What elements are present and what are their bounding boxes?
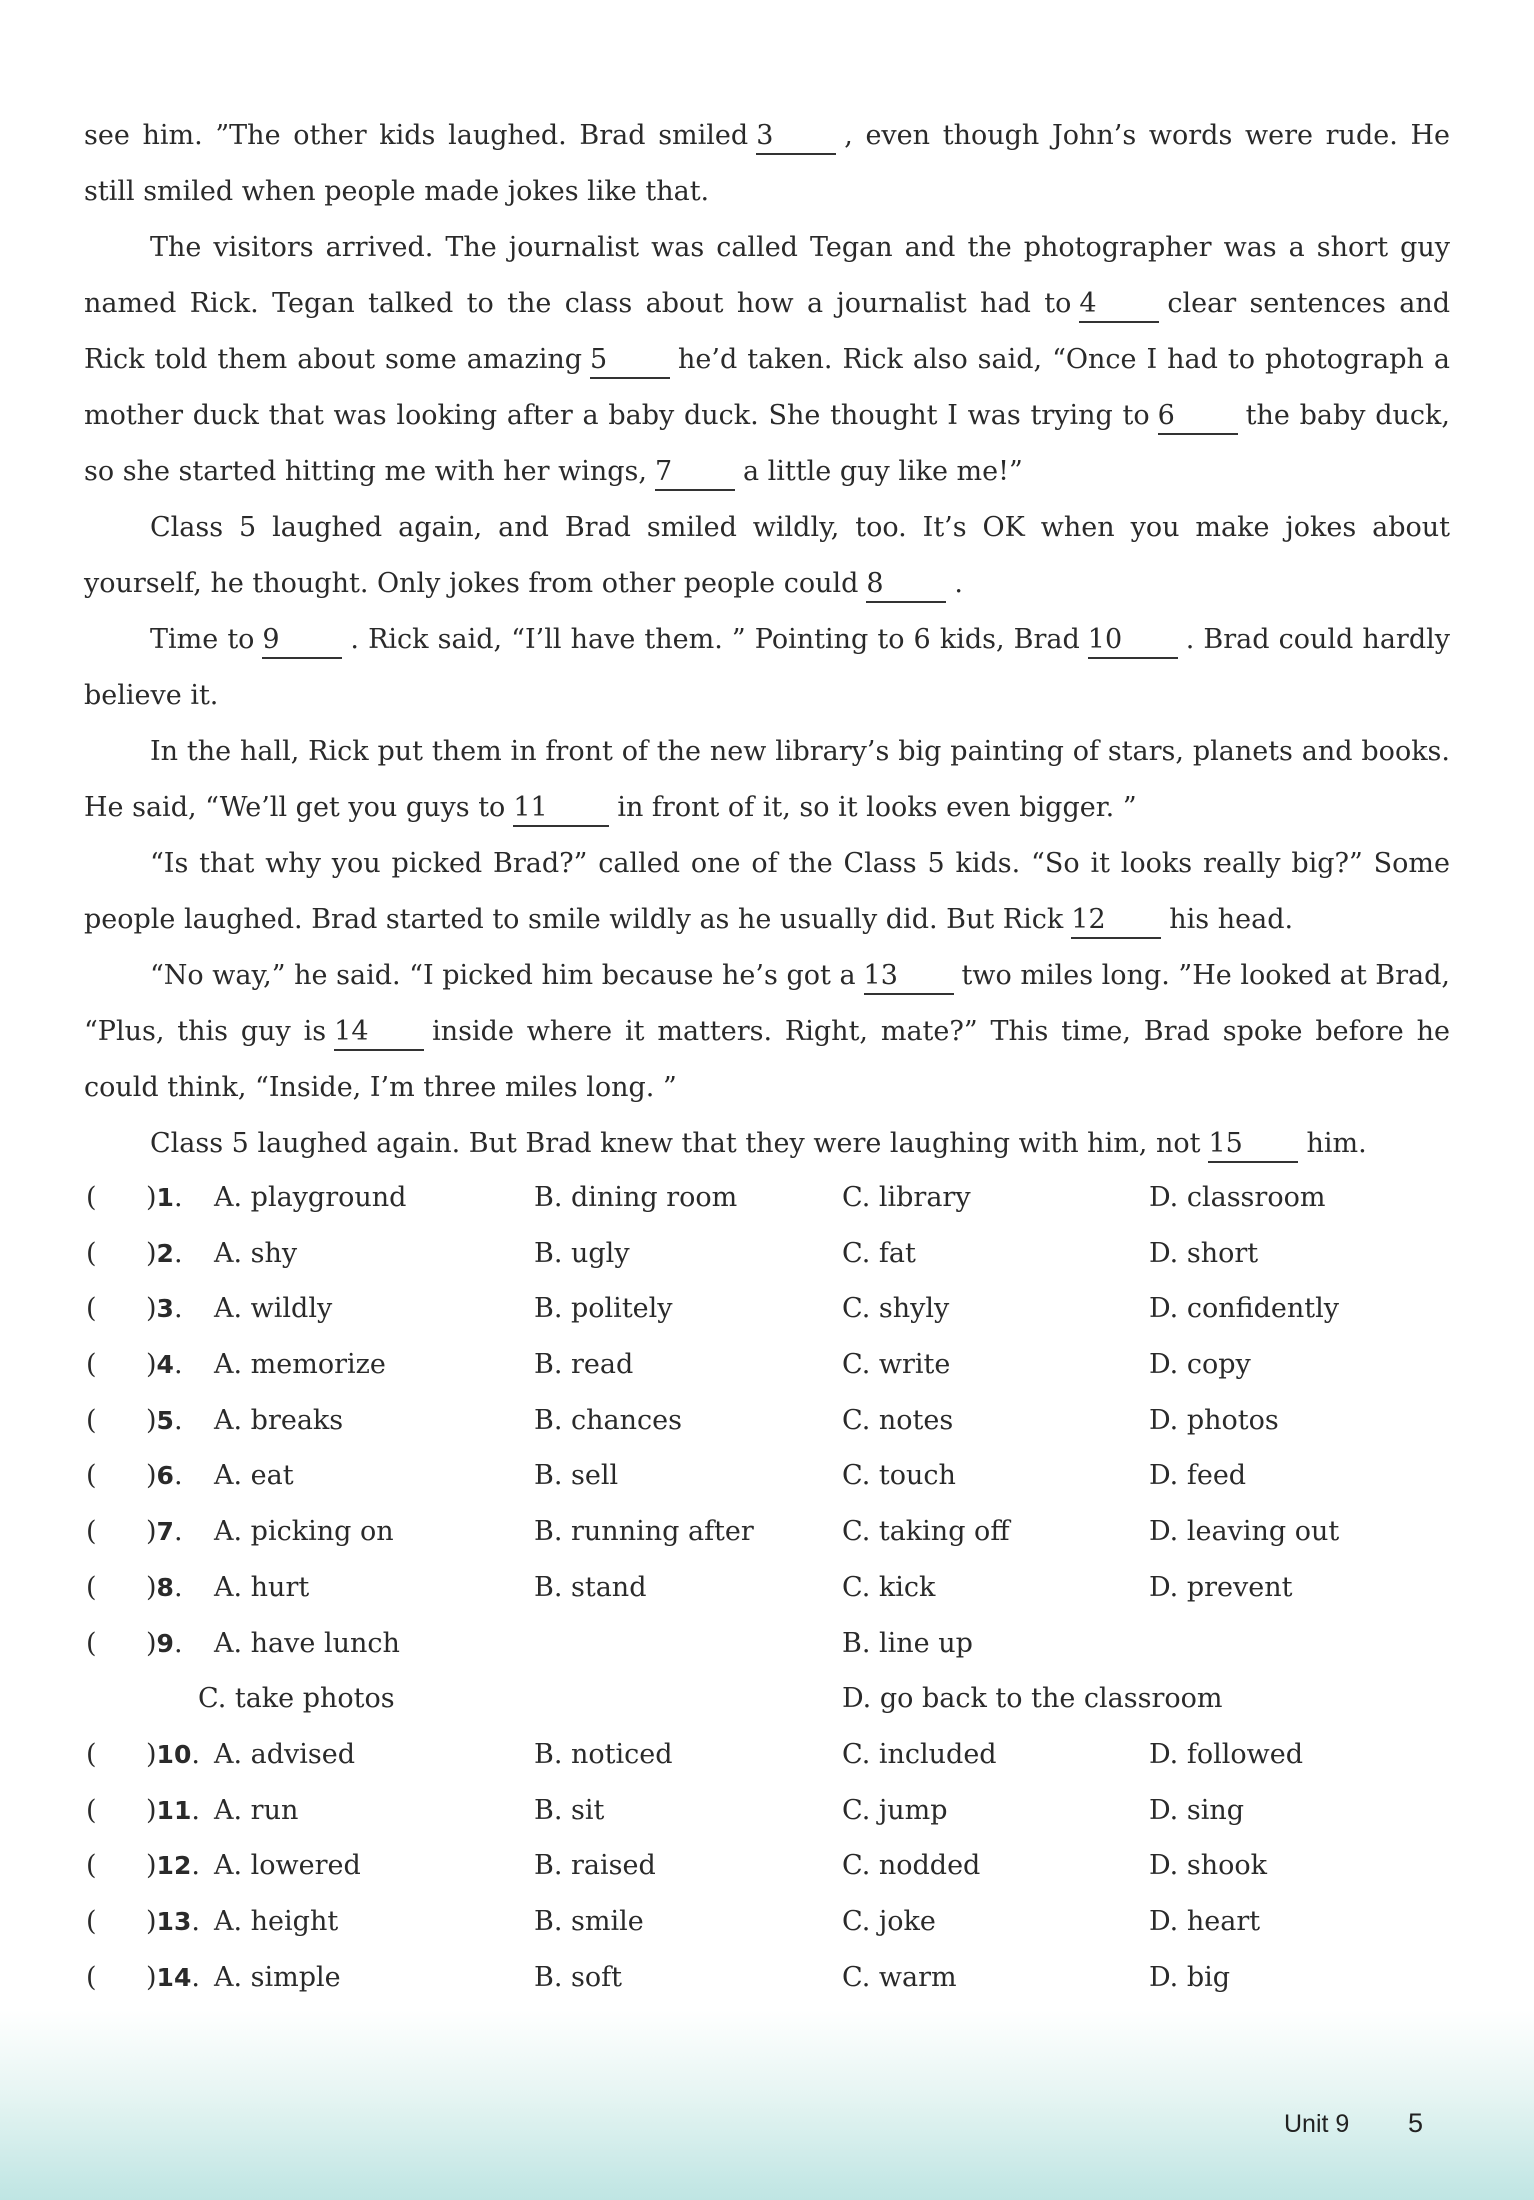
- passage-paragraph-7: [84, 948, 1450, 1116]
- option-d: D. feed: [1149, 1460, 1247, 1492]
- passage-text: The visitors arrived. The journalist was called Tegan and the photographer was a short guy named Rick. Tegan talked to the class about how a journalist had to: [84, 232, 1450, 319]
- answer-blank-10: 10: [1088, 623, 1178, 659]
- number-dot: .: [173, 1237, 183, 1269]
- option-b: B. soft: [534, 1961, 622, 1993]
- answer-blank-6: 6: [1158, 399, 1238, 435]
- answer-blank-12: 12: [1071, 903, 1161, 939]
- number-dot: .: [173, 1627, 183, 1659]
- answer-paren-open[interactable]: (: [86, 1627, 97, 1659]
- question-number: [146, 1850, 200, 1881]
- option-c: C. warm: [842, 1961, 957, 1993]
- passage-text: inside where it matters. Right, mate?” This time, Brad spoke before he could think, “Inside, I’m three miles long. ”: [84, 1016, 1450, 1103]
- option-b: B. smile: [534, 1905, 644, 1937]
- number-dot: .: [173, 1404, 183, 1436]
- answer-blank-5: 5: [590, 343, 670, 379]
- number-dot: .: [173, 1349, 183, 1381]
- option-b: B. read: [534, 1349, 634, 1381]
- option-c: C. nodded: [842, 1850, 981, 1882]
- passage-text: “No way,” he said. “I picked him because he’s got a: [150, 960, 856, 991]
- answer-paren-open[interactable]: (: [86, 1293, 97, 1325]
- option-a: A. advised: [214, 1738, 356, 1770]
- question-number: [146, 1293, 183, 1324]
- question-row-4: [84, 1337, 1450, 1393]
- option-c: C. jump: [842, 1794, 948, 1826]
- option-d: D. big: [1149, 1961, 1231, 1993]
- number-dot: .: [191, 1850, 200, 1882]
- option-c: C. touch: [842, 1460, 956, 1492]
- answer-paren-open[interactable]: (: [86, 1182, 97, 1213]
- question-row-9: [84, 1616, 1450, 1672]
- option-d: D. sing: [1149, 1794, 1245, 1826]
- option-d: D. short: [1149, 1237, 1259, 1269]
- option-d: D. go back to the classroom: [842, 1683, 1223, 1715]
- answer-blank-9: 9: [262, 623, 342, 659]
- option-a: A. have lunch: [214, 1627, 400, 1659]
- option-c: C. write: [842, 1349, 951, 1381]
- question-number: [146, 1962, 200, 1993]
- number-dot: .: [191, 1961, 200, 1993]
- question-number-value: 4: [156, 1350, 174, 1380]
- passage-text: the baby duck, so she started hitting me with her wings,: [84, 400, 1450, 487]
- passage-paragraph-4: [84, 612, 1450, 724]
- answer-blank-3: 3: [756, 119, 836, 155]
- number-dot: .: [173, 1460, 183, 1492]
- passage-paragraph-2: [84, 220, 1450, 500]
- question-number-value: 11: [156, 1795, 192, 1825]
- answer-blank-11: 11: [513, 791, 609, 827]
- page-number: 5: [1408, 2108, 1424, 2138]
- option-c: C. joke: [842, 1905, 936, 1937]
- answer-paren-open[interactable]: (: [86, 1404, 97, 1436]
- answer-blank-8: 8: [866, 567, 946, 603]
- answer-paren-close: ): [146, 1905, 157, 1937]
- number-dot: .: [173, 1571, 183, 1603]
- option-a: A. wildly: [214, 1293, 333, 1325]
- option-d: D. shook: [1149, 1850, 1267, 1882]
- unit-label: Unit 9: [1284, 2110, 1350, 2138]
- option-b: B. dining room: [534, 1182, 738, 1213]
- question-number: [146, 1628, 183, 1659]
- answer-blank-13: 13: [864, 959, 954, 995]
- passage-text: he’d taken. Rick also said, “Once I had to photograph a mother duck that was looking after a baby duck. She thought I was trying to: [84, 344, 1450, 431]
- option-b: B. line up: [842, 1627, 973, 1659]
- option-b: B. stand: [534, 1571, 647, 1603]
- question-number: [146, 1238, 183, 1269]
- answer-paren-close: ): [146, 1293, 157, 1325]
- option-b: B. sell: [534, 1460, 619, 1492]
- number-dot: .: [191, 1905, 200, 1937]
- passage-text: Class 5 laughed again, and Brad smiled wildly, too. It’s OK when you make jokes about yourself, he thought. Only jokes from other people could: [84, 512, 1450, 599]
- answer-paren-close: ): [146, 1627, 157, 1659]
- answer-blank-4: 4: [1079, 287, 1159, 323]
- answer-paren-close: ): [146, 1460, 157, 1492]
- answer-paren-open[interactable]: (: [86, 1460, 97, 1492]
- passage-text: “Is that why you picked Brad?” called one of the Class 5 kids. “So it looks really big?” Some people laughed. Brad started to smile wildly as he usually did. But Rick: [84, 848, 1450, 935]
- option-d: D. copy: [1149, 1349, 1251, 1381]
- question-row-6: [84, 1448, 1450, 1504]
- passage-text: two miles long. ”He looked at Brad, “Plus, this guy is: [84, 960, 1450, 1047]
- option-a: A. lowered: [214, 1850, 361, 1882]
- answer-paren-close: ): [146, 1182, 157, 1213]
- option-c: C. kick: [842, 1571, 936, 1603]
- passage-paragraph-6: [84, 836, 1450, 948]
- answer-paren-open[interactable]: (: [86, 1850, 97, 1882]
- option-a: A. run: [214, 1794, 299, 1826]
- option-d: D. heart: [1149, 1905, 1261, 1937]
- question-row-1: [84, 1170, 1450, 1226]
- question-number-value: 14: [156, 1962, 192, 1992]
- answer-paren-close: ): [146, 1237, 157, 1269]
- answer-paren-open[interactable]: (: [86, 1905, 97, 1937]
- question-number-value: 10: [156, 1739, 192, 1769]
- answer-paren-close: ): [146, 1349, 157, 1381]
- passage-text: him.: [1306, 1128, 1367, 1159]
- option-c: C. fat: [842, 1237, 916, 1269]
- option-a: A. memorize: [214, 1349, 386, 1381]
- question-row-11: [84, 1783, 1450, 1839]
- passage-paragraph-1: [84, 108, 1450, 220]
- question-number-value: 9: [156, 1628, 174, 1658]
- option-d: D. prevent: [1149, 1571, 1293, 1603]
- question-row-7: [84, 1504, 1450, 1560]
- passage-text: a little guy like me!”: [742, 456, 1023, 487]
- option-c: C. taking off: [842, 1516, 1010, 1548]
- passage-text: see him. ”The other kids laughed. Brad smiled: [84, 120, 749, 151]
- option-d: D. confidently: [1149, 1293, 1340, 1325]
- question-number: [146, 1739, 200, 1770]
- option-b: B. noticed: [534, 1738, 673, 1770]
- answer-paren-close: ): [146, 1404, 157, 1436]
- option-a: A. hurt: [214, 1571, 310, 1603]
- option-a: A. shy: [214, 1237, 298, 1269]
- answer-paren-close: ): [146, 1794, 157, 1826]
- option-d: D. followed: [1149, 1738, 1303, 1770]
- answer-paren-open[interactable]: (: [86, 1237, 97, 1269]
- question-number: [146, 1349, 183, 1380]
- option-b: B. ugly: [534, 1237, 630, 1269]
- answer-paren-open[interactable]: (: [86, 1571, 97, 1603]
- answer-paren-close: ): [146, 1571, 157, 1603]
- footer-band: [0, 2010, 1534, 2200]
- question-row-2: [84, 1226, 1450, 1282]
- question-row-12: [84, 1838, 1450, 1894]
- answer-paren-close: ): [146, 1516, 157, 1548]
- question-number-value: 7: [156, 1517, 174, 1547]
- question-number-value: 1: [156, 1183, 174, 1212]
- passage-text: . Rick said, “I’ll have them. ” Pointing to 6 kids, Brad: [350, 624, 1080, 655]
- answer-paren-open[interactable]: (: [86, 1516, 97, 1548]
- question-number: [146, 1906, 200, 1937]
- answer-paren-close: ): [146, 1738, 157, 1770]
- question-number: [146, 1572, 183, 1603]
- question-number-value: 6: [156, 1461, 174, 1491]
- option-d: D. photos: [1149, 1404, 1279, 1436]
- option-b: B. running after: [534, 1516, 754, 1548]
- passage-paragraph-3: [84, 500, 1450, 612]
- passage-text: his head.: [1169, 904, 1294, 935]
- option-a: A. picking on: [214, 1516, 394, 1548]
- passage-text: in front of it, so it looks even bigger. ”: [617, 792, 1137, 823]
- number-dot: .: [191, 1794, 200, 1826]
- option-c: C. included: [842, 1738, 997, 1770]
- option-d: D. leaving out: [1149, 1516, 1340, 1548]
- option-b: B. raised: [534, 1850, 656, 1882]
- question-row-9-continued: [84, 1671, 1450, 1727]
- question-number: [146, 1795, 200, 1826]
- number-dot: .: [173, 1293, 183, 1325]
- question-number: [146, 1460, 183, 1491]
- question-number-value: 2: [156, 1238, 174, 1268]
- option-b: B. politely: [534, 1293, 673, 1325]
- question-number: [146, 1516, 183, 1547]
- question-number: [146, 1405, 183, 1436]
- question-number-value: 5: [156, 1405, 174, 1435]
- question-number-value: 3: [156, 1294, 174, 1324]
- answer-blank-15: 15: [1208, 1127, 1298, 1163]
- answer-paren-open[interactable]: (: [86, 1794, 97, 1826]
- answer-paren-close: ): [146, 1961, 157, 1993]
- passage-paragraph-8: [84, 1116, 1450, 1172]
- option-c: C. shyly: [842, 1293, 950, 1325]
- option-c: C. notes: [842, 1404, 954, 1436]
- option-c: C. library: [842, 1182, 971, 1213]
- question-options-list: [84, 1170, 1450, 2061]
- question-row-3: [84, 1281, 1450, 1337]
- question-row-13: [84, 1894, 1450, 1950]
- answer-blank-14: 14: [334, 1015, 424, 1051]
- question-row-10: [84, 1727, 1450, 1783]
- option-c: C. take photos: [198, 1683, 395, 1715]
- passage-text: In the hall, Rick put them in front of the new library’s big painting of stars, planets and books. He said, “We’ll get you guys to: [84, 736, 1450, 823]
- number-dot: .: [173, 1516, 183, 1548]
- question-number: [146, 1182, 183, 1213]
- passage-text: Time to: [150, 624, 255, 655]
- option-a: A. simple: [214, 1961, 341, 1993]
- answer-paren-open[interactable]: (: [86, 1738, 97, 1770]
- option-a: A. eat: [214, 1460, 294, 1492]
- answer-paren-close: ): [146, 1850, 157, 1882]
- option-a: A. height: [214, 1905, 339, 1937]
- option-d: D. classroom: [1149, 1182, 1326, 1213]
- number-dot: .: [173, 1182, 183, 1213]
- answer-paren-open[interactable]: (: [86, 1349, 97, 1381]
- passage-paragraph-5: [84, 724, 1450, 836]
- option-b: B. chances: [534, 1404, 682, 1436]
- passage-text: .: [954, 568, 963, 599]
- option-a: A. playground: [214, 1182, 407, 1213]
- question-number-value: 8: [156, 1572, 174, 1602]
- question-row-8: [84, 1560, 1450, 1616]
- question-row-5: [84, 1393, 1450, 1449]
- option-a: A. breaks: [214, 1404, 344, 1436]
- question-number-value: 12: [156, 1851, 192, 1881]
- passage-text: Class 5 laughed again. But Brad knew that they were laughing with him, not: [150, 1128, 1201, 1159]
- question-row-14: [84, 1950, 1450, 2006]
- passage-text: . Brad could hardly believe it.: [84, 624, 1450, 711]
- answer-paren-open[interactable]: (: [86, 1961, 97, 1993]
- option-b: B. sit: [534, 1794, 605, 1826]
- question-number-value: 13: [156, 1906, 192, 1936]
- number-dot: .: [191, 1738, 200, 1770]
- passage-text: , even though John’s words were rude. He still smiled when people made jokes like that.: [84, 120, 1450, 207]
- answer-blank-7: 7: [655, 455, 735, 491]
- passage-text: clear sentences and Rick told them about some amazing: [84, 288, 1450, 375]
